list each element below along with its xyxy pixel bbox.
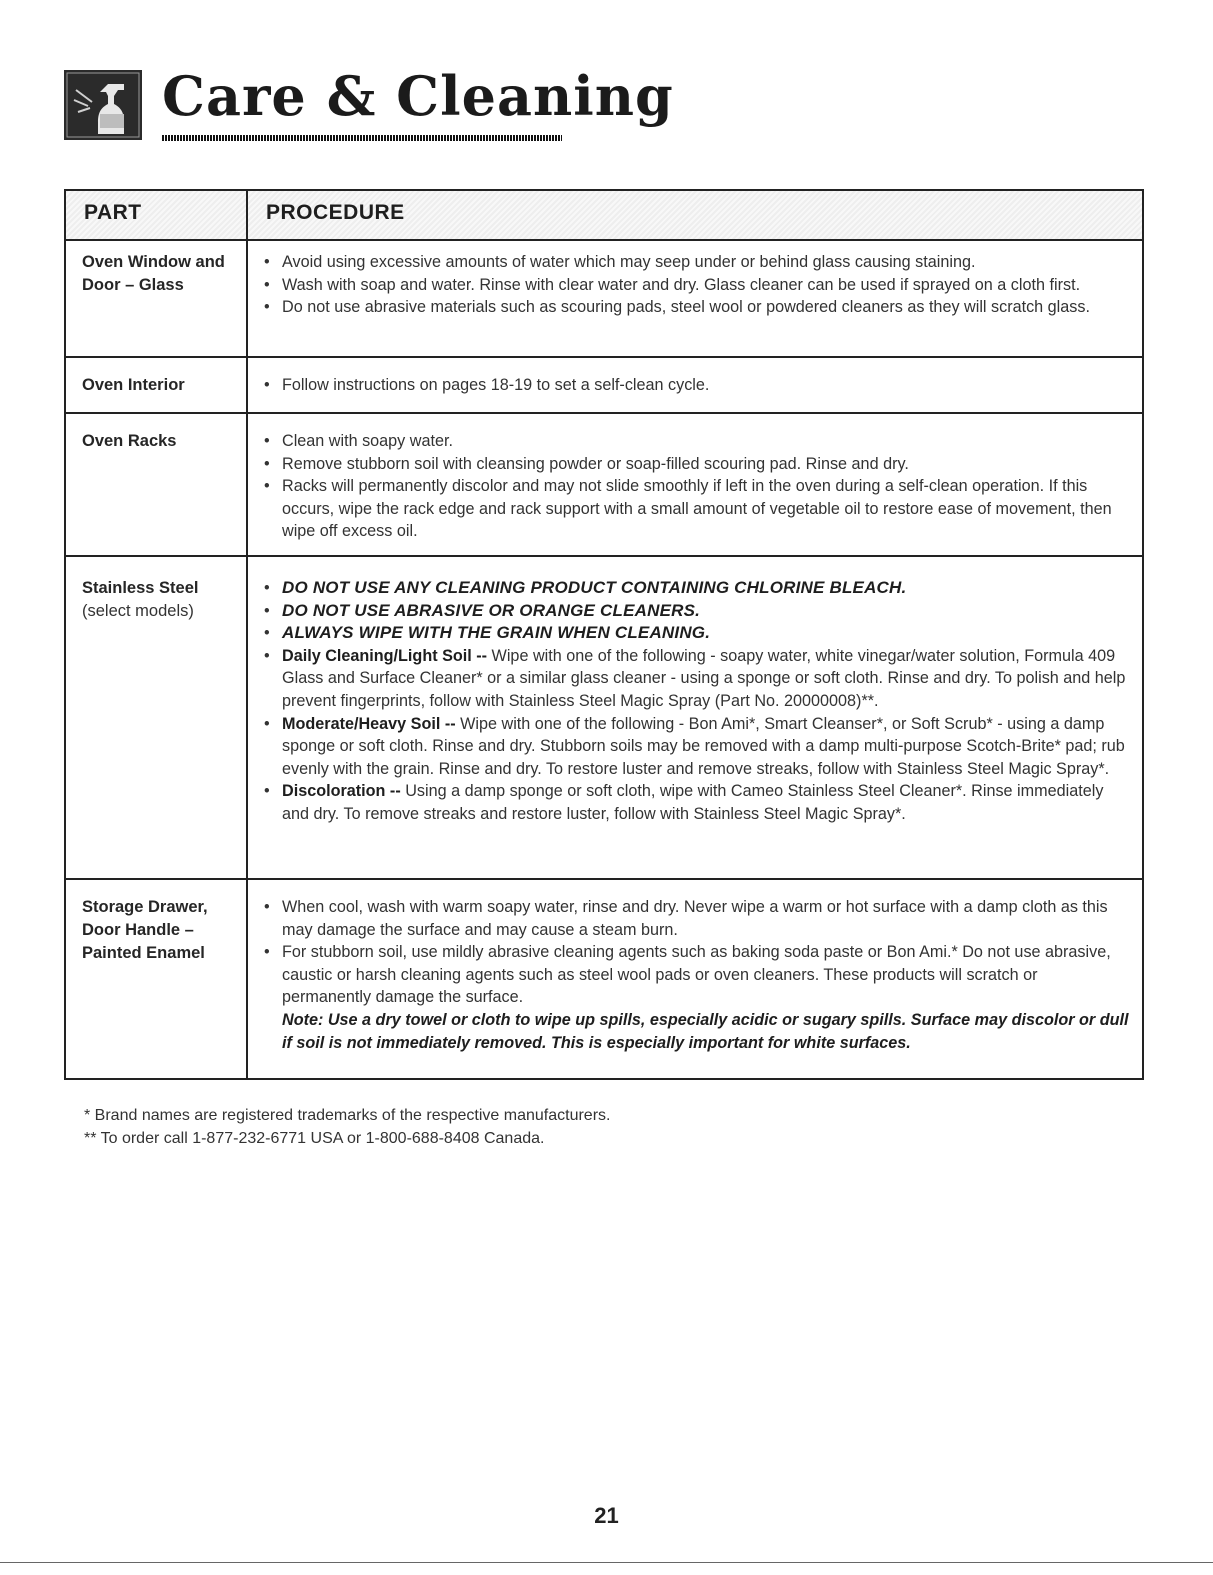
list-item: • Remove stubborn soil with cleansing powder or soap-filled scouring pad. Rinse and dry. [260,453,1130,476]
care-cleaning-table [64,189,1144,1080]
table-row [65,879,1143,1079]
part-cell [65,879,247,1079]
table-row [65,357,1143,413]
procedure-cell [247,357,1143,413]
part-name: Oven Racks [82,432,177,450]
bottom-rule [0,1562,1213,1563]
procedure-cell [247,556,1143,879]
column-header-procedure: PROCEDURE [247,190,1143,240]
column-header-part: PART [65,190,247,240]
part-name: Oven Window and Door – Glass [82,253,225,294]
footnote-trademarks: * Brand names are registered trademarks of the respective manufacturers. [84,1107,611,1124]
part-cell [65,357,247,413]
part-note: (select models) [82,602,194,620]
warning-item: • ALWAYS WIPE WITH THE GRAIN WHEN CLEANING. [260,622,1130,645]
page-header [64,58,674,148]
list-item: • When cool, wash with warm soapy water, rinse and dry. Never wipe a warm or hot surface with a damp cloth as this may damage the surface and may cause a steam burn. [260,896,1130,941]
part-cell [65,556,247,879]
list-item: • Avoid using excessive amounts of water which may seep under or behind glass causing staining. [260,251,1130,274]
page-title: Care & Cleaning [162,64,674,128]
footnote-order: ** To order call 1-877-232-6771 USA or 1-800-688-8408 Canada. [84,1130,545,1147]
list-item: • Moderate/Heavy Soil -- Wipe with one of the following - Bon Ami*, Smart Cleanser*, or Soft Scrub* - using a damp sponge or soft cloth. Rinse and dry. Stubborn soils may be removed with a damp multi-purpose Scotch-Brite* pad; rub evenly with the grain. Rinse and dry. To restore luster and remove streaks, follow with Stainless Steel Magic Spray*. [260,713,1130,781]
part-cell [65,240,247,357]
part-name: Storage Drawer, Door Handle – Painted Enamel [82,898,208,962]
list-item: • Clean with soapy water. [260,430,1130,453]
list-item: • For stubborn soil, use mildly abrasive cleaning agents such as baking soda paste or Bon Ami.* Do not use abrasive, caustic or harsh cleaning agents such as steel wool pads or oven cleaners. These products will scratch or permanently damage the surface. Note: Use a dry towel or cloth to wipe up spills, especially acidic or sugary spills. Surface may discolor or dull if soil is not immediately removed. This is especially important for white surfaces. [260,941,1130,1054]
list-item: • Daily Cleaning/Light Soil -- Wipe with one of the following - soapy water, white vinegar/water solution, Formula 409 Glass and Surface Cleaner* or a similar glass cleaner - using a sponge or soft cloth. Rinse and dry. To polish and help prevent fingerprints, follow with Stainless Steel Magic Spray (Part No. 20000008)**. [260,645,1130,713]
list-item: • Discoloration -- Using a damp sponge or soft cloth, wipe with Cameo Stainless Steel Cleaner*. Rinse immediately and dry. To remove streaks and restore luster, follow with Stainless Steel Magic Spray*. [260,780,1130,825]
list-item: • Follow instructions on pages 18-19 to set a self-clean cycle. [260,374,1130,397]
part-name: Stainless Steel [82,579,199,597]
list-item: • Racks will permanently discolor and may not slide smoothly if left in the oven during a self-clean operation. If this occurs, wipe the rack edge and rack support with a small amount of vegetable oil to restore ease of movement, then wipe off excess oil. [260,475,1130,543]
part-name: Oven Interior [82,376,185,394]
table-row [65,240,1143,357]
list-item: • Do not use abrasive materials such as scouring pads, steel wool or powdered cleaners as they will scratch glass. [260,296,1130,319]
note-text: Note: Use a dry towel or cloth to wipe up spills, especially acidic or sugary spills. Surface may discolor or dull if soil is not immediately removed. This is especially important for white surfaces. [282,1010,1129,1052]
procedure-cell [247,240,1143,357]
part-cell [65,413,247,556]
spray-bottle-icon [64,70,142,140]
footnotes [84,1104,610,1150]
procedure-cell [247,879,1143,1079]
procedure-cell [247,413,1143,556]
page-number: 21 [594,1503,619,1528]
table-row [65,413,1143,556]
table-header-row [65,190,1143,240]
table-row [65,556,1143,879]
list-item: • Wash with soap and water. Rinse with clear water and dry. Glass cleaner can be used if sprayed on a cloth first. [260,274,1130,297]
title-underline [162,135,562,141]
warning-item: • DO NOT USE ANY CLEANING PRODUCT CONTAINING CHLORINE BLEACH. [260,577,1130,600]
warning-item: • DO NOT USE ABRASIVE OR ORANGE CLEANERS. [260,600,1130,623]
